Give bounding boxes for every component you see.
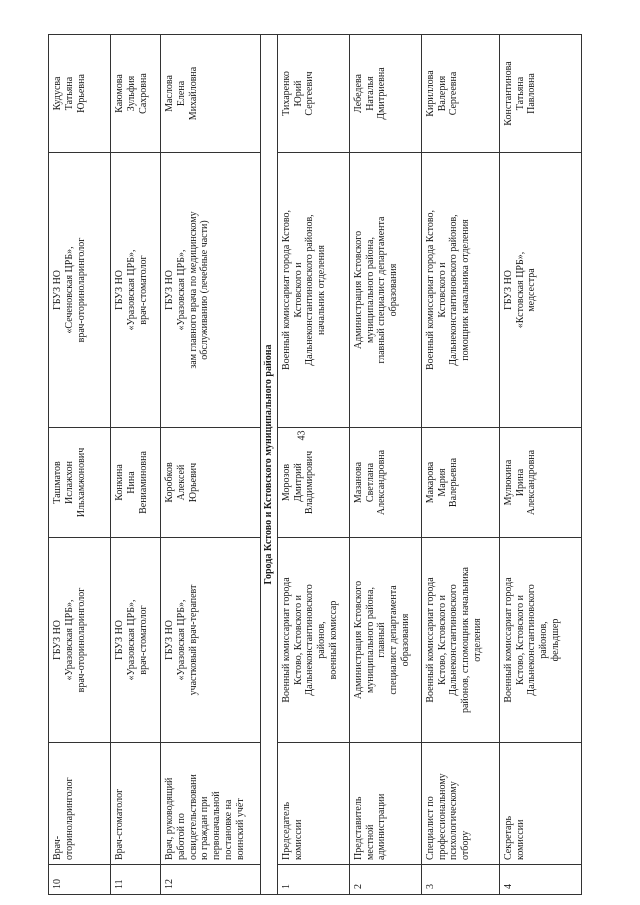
role-cell: Секретарь комиссии bbox=[499, 743, 581, 865]
main-org-cell: ГБУЗ НО «Уразовская ЦРБ», врач-стоматолог bbox=[111, 538, 161, 743]
role-cell: Представитель местной администрации bbox=[349, 743, 421, 865]
table-row bbox=[161, 35, 261, 895]
reserve-name-cell: Кириллова Валерия Сергеевна bbox=[421, 35, 499, 153]
main-org-cell: Администрация Кстовского муниципального района, главный специалист департамента образования bbox=[349, 538, 421, 743]
reserve-name-cell: Лебедева Наталья Дмитриевна bbox=[349, 35, 421, 153]
main-name-cell: Мулюкина Ирина Александровна bbox=[499, 428, 581, 538]
table-row bbox=[499, 35, 581, 895]
main-org-cell: Военный комиссариат города Кстово, Кстовского и Дальнеконстантиновского районов, военный комиссар bbox=[277, 538, 349, 743]
reserve-org-cell: ГБУЗ НО «Кстовская ЦРБ», медсестра bbox=[499, 153, 581, 428]
row-number: 2 bbox=[349, 865, 421, 895]
role-cell: Врач- оториноларинголог bbox=[49, 743, 111, 865]
commission-table-body bbox=[49, 35, 582, 895]
row-number: 11 bbox=[111, 865, 161, 895]
main-name-cell: Макарова Мария Валерьевна bbox=[421, 428, 499, 538]
row-number: 3 bbox=[421, 865, 499, 895]
main-org-cell: ГБУЗ НО «Уразовская ЦРБ», врач-оториноларинголог bbox=[49, 538, 111, 743]
row-number: 12 bbox=[161, 865, 261, 895]
row-number: 10 bbox=[49, 865, 111, 895]
table-row bbox=[277, 35, 349, 895]
reserve-org-cell: Военный комиссариат города Кстово, Кстовского и Дальнеконстантиновского районов, помощник начальника отделения bbox=[421, 153, 499, 428]
main-name-cell: Ташматов Ислажхон Ильхамжонович bbox=[49, 428, 111, 538]
reserve-name-cell: Каюмова Зульфия Сахровна bbox=[111, 35, 161, 153]
row-number: 1 bbox=[277, 865, 349, 895]
role-cell: Специалист по профессиональному психологическому отбору bbox=[421, 743, 499, 865]
main-name-cell: Конкина Нина Вениаминовна bbox=[111, 428, 161, 538]
table-row bbox=[349, 35, 421, 895]
table-row bbox=[421, 35, 499, 895]
main-org-cell: ГБУЗ НО «Уразовская ЦРБ», участковый врач-терапевт bbox=[161, 538, 261, 743]
main-name-cell: Коробков Алексей Юрьевич bbox=[161, 428, 261, 538]
reserve-org-cell: ГБУЗ НО «Сеченовская ЦРБ», врач-оториноларинголог bbox=[49, 153, 111, 428]
reserve-org-cell: Администрация Кстовского муниципального района, главный специалист департамента образования bbox=[349, 153, 421, 428]
reserve-org-cell: ГБУЗ НО «Уразовская ЦРБ», врач-стоматолог bbox=[111, 153, 161, 428]
table-row bbox=[111, 35, 161, 895]
main-org-cell: Военный комиссариат города Кстово, Кстовского и Дальнеконстантиновского районов, фельдшер bbox=[499, 538, 581, 743]
table-row bbox=[49, 35, 111, 895]
main-name-cell: Морозов Дмитрий Владимирович bbox=[277, 428, 349, 538]
reserve-name-cell: Кудусва Татьяна Юрьевна bbox=[49, 35, 111, 153]
reserve-org-cell: Военный комиссариат города Кстово, Кстовского и Дальнеконстантиновского районов, начальник отделения bbox=[277, 153, 349, 428]
rotated-table-wrapper bbox=[48, 35, 578, 895]
reserve-name-cell: Маслова Елена Михайловна bbox=[161, 35, 261, 153]
page-number: 43 bbox=[296, 430, 308, 441]
reserve-name-cell: Тихаренко Юрий Сергеевич bbox=[277, 35, 349, 153]
section-row bbox=[261, 35, 278, 895]
commission-table bbox=[48, 34, 582, 895]
reserve-org-cell: ГБУЗ НО «Уразовская ЦРБ», зам главного врача по медицинскому обслуживанию (лечебные части) bbox=[161, 153, 261, 428]
section-title: Города Кстово и Кстовского муниципального района bbox=[261, 35, 278, 895]
main-org-cell: Военный комиссариат города Кстово, Кстовского и Дальнеконстантиновского районов, ст.помощник начальника отделения bbox=[421, 538, 499, 743]
reserve-name-cell: Константинова Татьяна Павловна bbox=[499, 35, 581, 153]
role-cell: Врач, руководящий работой по освидетельствовани ю граждан при первоначальной постановке на воинский учёт bbox=[161, 743, 261, 865]
role-cell: Председатель комиссии bbox=[277, 743, 349, 865]
row-number: 4 bbox=[499, 865, 581, 895]
role-cell: Врач-стоматолог bbox=[111, 743, 161, 865]
main-name-cell: Мазанова Светлана Александровна bbox=[349, 428, 421, 538]
